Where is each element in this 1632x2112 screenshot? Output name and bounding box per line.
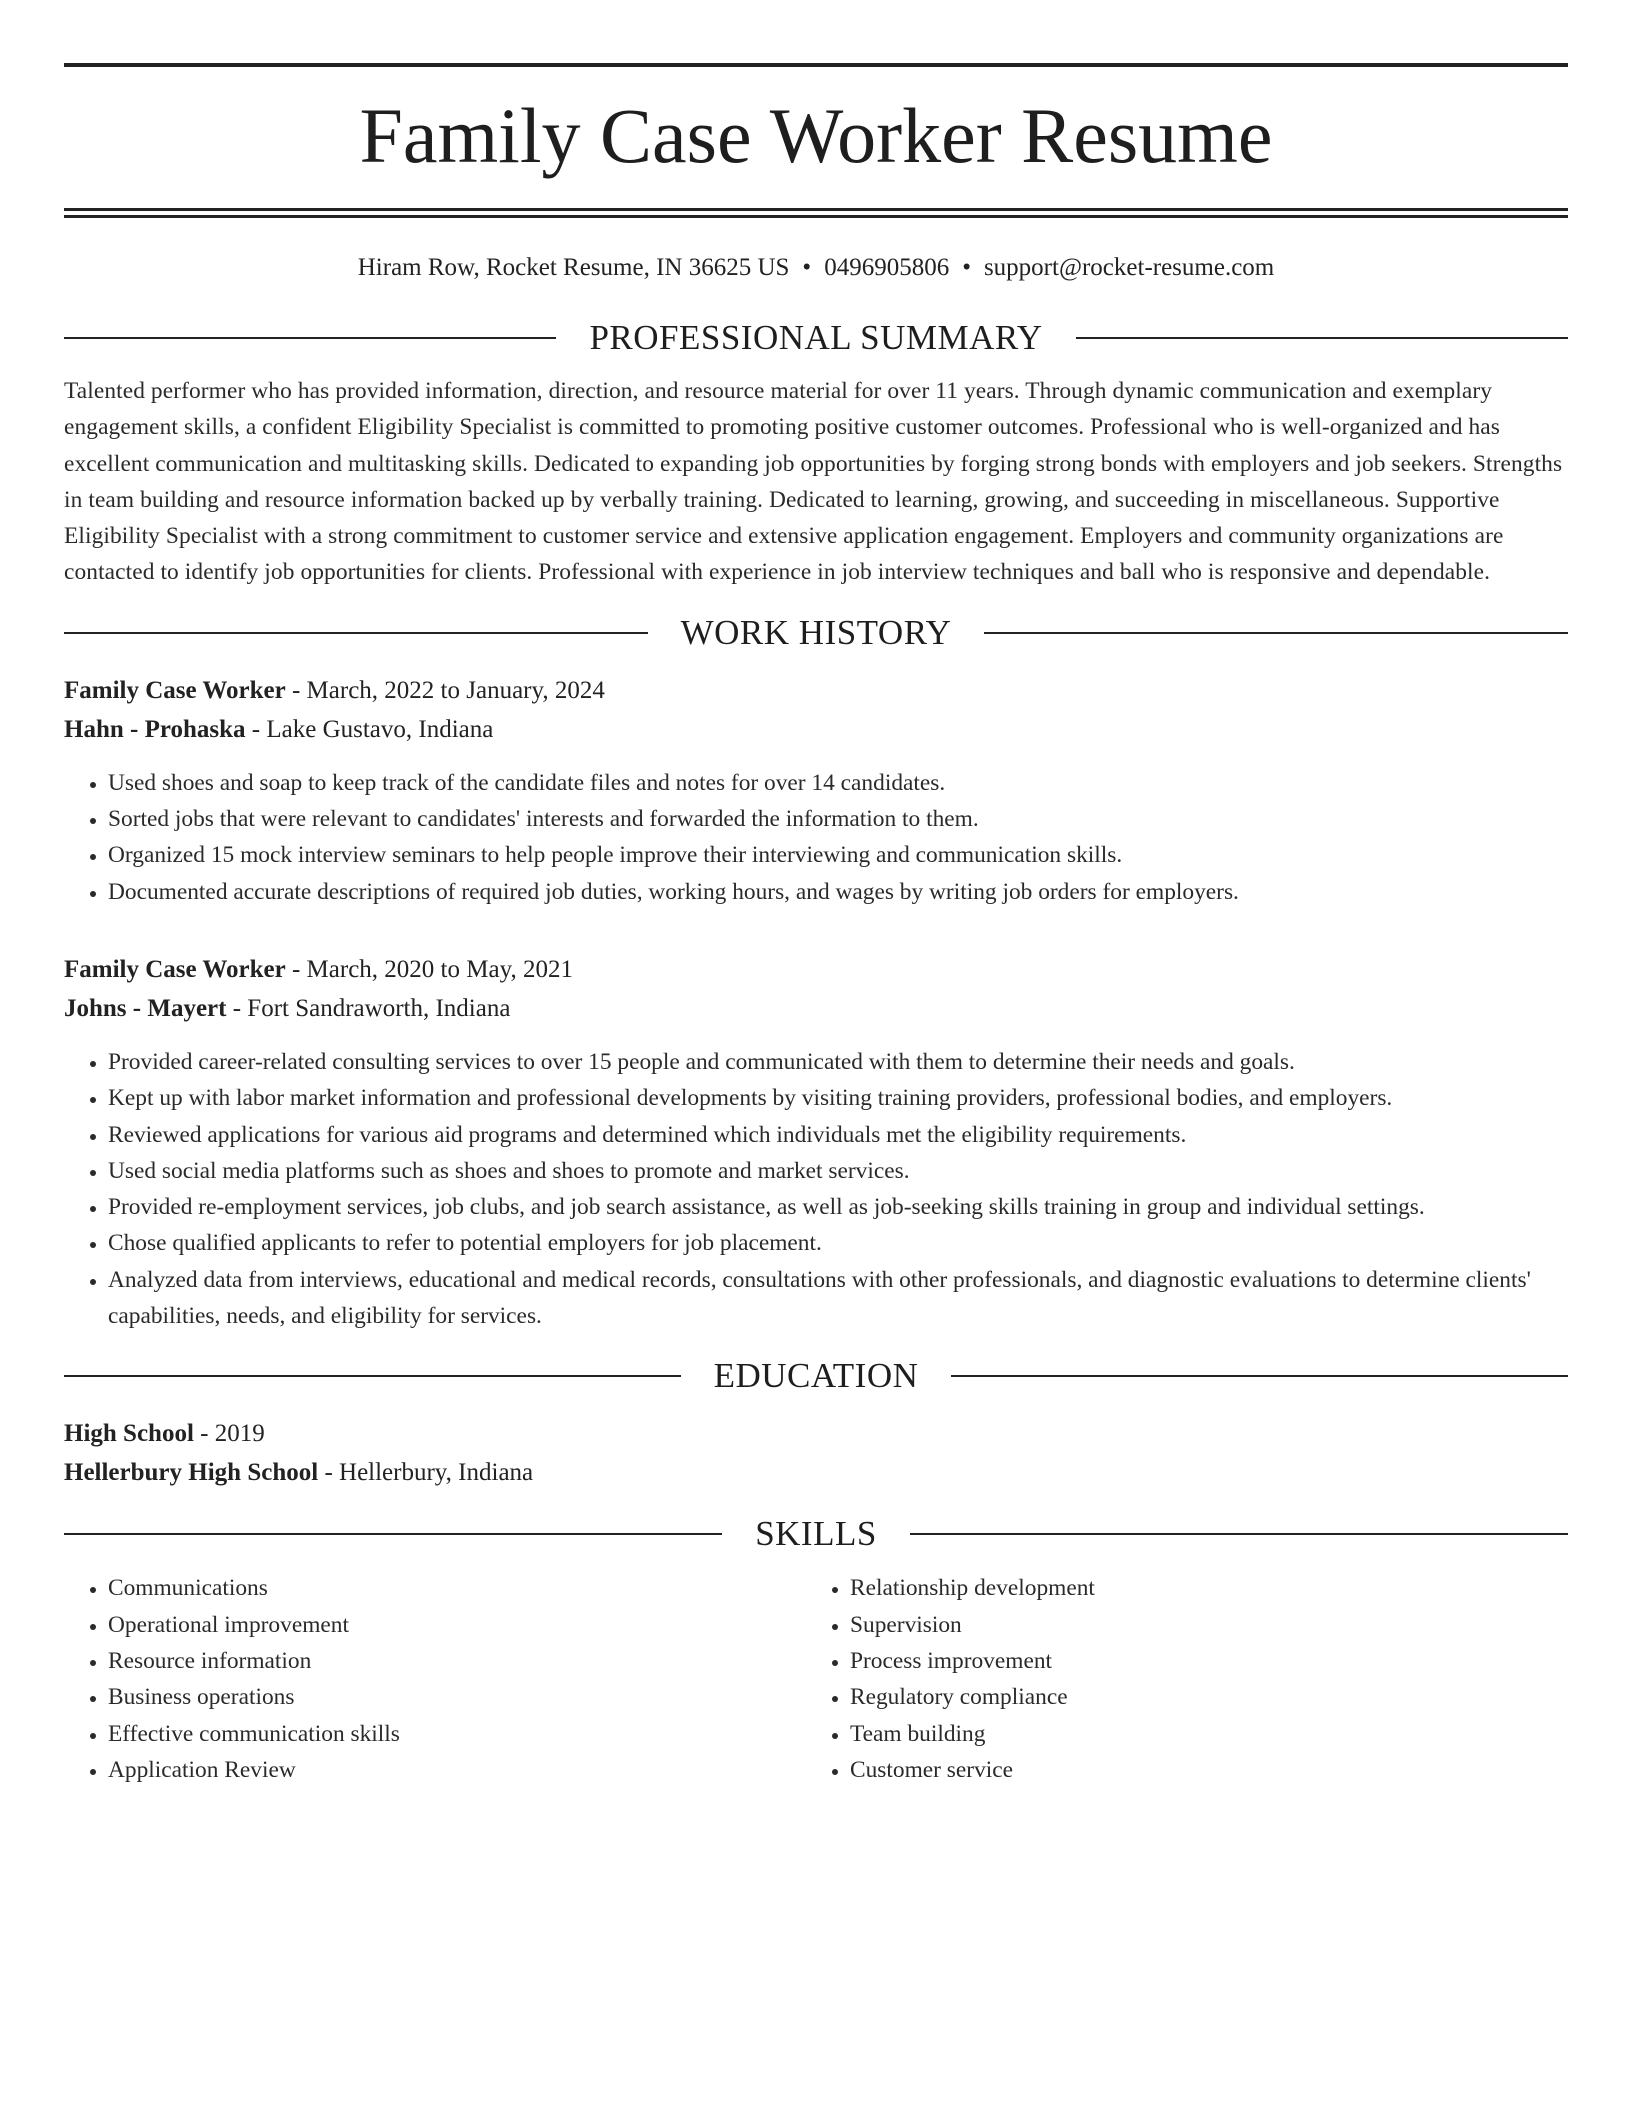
section-rule — [951, 1375, 1568, 1377]
skill-item: • Resource information — [108, 1643, 806, 1679]
section-header-work — [64, 613, 1568, 653]
skill-item: • Regulatory compliance — [850, 1679, 1548, 1715]
section-title-education: EDUCATION — [713, 1356, 919, 1396]
section-rule — [984, 632, 1568, 634]
list-item: • Kept up with labor market information and professional developments by visiting training providers, professional bodies, and employers. — [108, 1080, 1568, 1116]
job-dates: - March, 2020 to May, 2021 — [285, 955, 573, 983]
list-item: • Chose qualified applicants to refer to potential employers for job placement. — [108, 1225, 1568, 1261]
skill-item: • Team building — [850, 1716, 1548, 1752]
education-location: - Hellerbury, Indiana — [318, 1459, 534, 1487]
list-item: • Used shoes and soap to keep track of the candidate files and notes for over 14 candidates. — [108, 765, 1568, 801]
skills-list — [64, 1570, 1568, 1788]
education-school-line — [64, 1453, 1568, 1492]
skill-item: • Operational improvement — [108, 1607, 806, 1643]
education-degree-line — [64, 1414, 1568, 1453]
contact-phone: 0496905806 — [824, 254, 950, 281]
job-entry — [64, 950, 1568, 1334]
contact-address: Hiram Row, Rocket Resume, IN 36625 US — [357, 254, 790, 281]
resume-title: Family Case Worker Resume — [359, 92, 1273, 179]
list-item: • Sorted jobs that were relevant to candidates' interests and forwarded the information to them. — [108, 801, 1568, 837]
skill-item: • Supervision — [850, 1607, 1548, 1643]
skill-item: • Communications — [108, 1570, 806, 1606]
job-company: Johns - Mayert — [64, 994, 227, 1022]
section-title-skills: SKILLS — [755, 1514, 877, 1554]
list-item: • Analyzed data from interviews, educational and medical records, consultations with other professionals, and diagnostic evaluations to determine clients' capabilities, needs, and eligibility for services. — [108, 1262, 1568, 1335]
skills-column-left — [64, 1570, 806, 1788]
education-school: Hellerbury High School — [64, 1459, 319, 1487]
contact-line — [64, 252, 1568, 284]
skills-column-right — [806, 1570, 1548, 1788]
contact-separator: • — [802, 254, 812, 281]
job-entry — [64, 671, 1568, 910]
list-item: • Provided re-employment services, job clubs, and job search assistance, as well as job-seeking skills training in group and individual settings. — [108, 1189, 1568, 1225]
section-title-summary: PROFESSIONAL SUMMARY — [589, 318, 1043, 357]
section-header-summary — [64, 318, 1568, 358]
section-rule — [910, 1533, 1568, 1535]
contact-separator: • — [962, 254, 971, 281]
job-location: - Fort Sandraworth, Indiana — [226, 994, 511, 1022]
list-item: • Used social media platforms such as shoes and shoes to promote and market services. — [108, 1153, 1568, 1189]
contact-email: support@rocket-resume.com — [983, 254, 1275, 281]
skill-item: • Process improvement — [850, 1643, 1548, 1679]
section-header-skills — [64, 1514, 1568, 1554]
job-title: Family Case Worker — [64, 955, 286, 983]
skill-item: • Business operations — [108, 1679, 806, 1715]
job-title: Family Case Worker — [64, 676, 286, 704]
job-bullets — [64, 765, 1568, 910]
job-company-line — [64, 710, 1568, 749]
job-title-line — [64, 671, 1568, 710]
section-rule — [64, 632, 648, 634]
section-header-education — [64, 1356, 1568, 1396]
title-double-rule — [64, 208, 1568, 218]
top-rule — [64, 63, 1568, 67]
job-company-line — [64, 989, 1568, 1028]
list-item: • Provided career-related consulting services to over 15 people and communicated with them to determine their needs and goals. — [108, 1044, 1568, 1080]
list-item: • Documented accurate descriptions of required job duties, working hours, and wages by writing job orders for employers. — [108, 874, 1568, 910]
education-degree: High School — [64, 1420, 194, 1448]
job-dates: - March, 2022 to January, 2024 — [285, 676, 605, 704]
section-rule — [64, 337, 556, 339]
job-bullets — [64, 1044, 1568, 1334]
job-company: Hahn - Prohaska — [64, 715, 246, 743]
summary-paragraph: Talented performer who has provided information, direction, and resource material for over 11 years. Through dynamic communication and exemplary engagement skills, a confident Eligibility Specialist is committed to promoting positive customer outcomes. Professional who is well-organized and has excellent communication and multitasking skills. Dedicated to expanding job opportunities by forging strong bonds with employers and job seekers. Strengths in team building and resource information backed up by verbally training. Dedicated to learning, growing, and succeeding in miscellaneous. Supportive Eligibility Specialist with a strong commitment to customer service and extensive application engagement. Employers and community organizations are contacted to identify job opportunities for clients. Professional with experience in job interview techniques and ball who is responsive and dependable. — [64, 378, 1563, 586]
section-rule — [1076, 337, 1568, 339]
skill-item: • Customer service — [850, 1752, 1548, 1788]
education-entry — [64, 1414, 1568, 1492]
skill-item: • Application Review — [108, 1752, 806, 1788]
section-rule — [64, 1375, 681, 1377]
job-location: - Lake Gustavo, Indiana — [245, 715, 494, 743]
skill-item: • Relationship development — [850, 1570, 1548, 1606]
job-title-line — [64, 950, 1568, 989]
section-rule — [64, 1533, 722, 1535]
skill-item: • Effective communication skills — [108, 1716, 806, 1752]
education-year: - 2019 — [193, 1420, 265, 1448]
list-item: • Organized 15 mock interview seminars to help people improve their interviewing and communication skills. — [108, 837, 1568, 873]
section-title-work: WORK HISTORY — [680, 612, 952, 652]
list-item: • Reviewed applications for various aid programs and determined which individuals met the eligibility requirements. — [108, 1117, 1568, 1153]
